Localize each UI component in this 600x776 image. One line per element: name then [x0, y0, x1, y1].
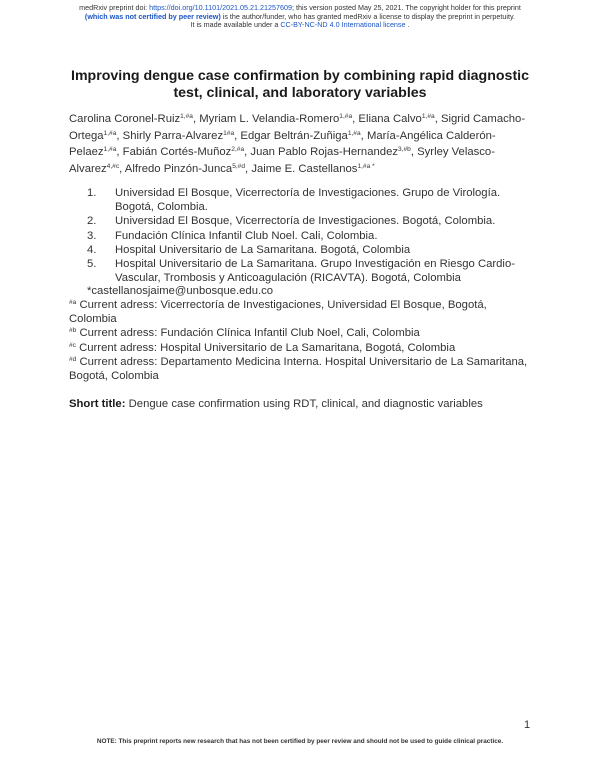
author-name: Shirly Parra-Alvarez — [122, 129, 224, 142]
author-name: Myriam L. Velandia-Romero — [199, 113, 340, 125]
author-separator: , — [352, 113, 359, 125]
author-name: Alfredo Pinzón-Junca — [124, 162, 233, 175]
address-text: Current adress: Vicerrectoría de Investigaciones, Universidad El Bosque, Bogotá, Colombia — [69, 299, 487, 326]
author-separator: , — [192, 113, 200, 125]
author — [251, 163, 374, 175]
short-title-text: Dengue case confirmation using RDT, clinical, and diagnostic variables — [125, 398, 483, 410]
affiliation-item — [87, 186, 537, 214]
address-marker: #c — [69, 341, 76, 349]
author-separator: , — [360, 129, 367, 142]
author-list — [69, 111, 539, 177]
author-name: Syrley Velasco-Alvarez — [69, 146, 495, 175]
author-affiliation-marker: 1,#a — [421, 113, 435, 120]
affiliation-text: Hospital Universitario de La Samaritana. Bogotá, Colombia — [115, 243, 411, 256]
author-separator: , — [116, 129, 123, 142]
header-license-suffix: . — [405, 20, 410, 30]
affiliation-text: Fundación Clínica Infantil Club Noel. Cali, Colombia. — [115, 229, 378, 242]
author — [199, 113, 358, 125]
current-address — [69, 298, 529, 326]
author-affiliation-marker: 1#a — [223, 129, 235, 137]
author-name: Juan Pablo Rojas-Hernandez — [250, 146, 398, 159]
header-copyright-text: ; this version posted May 25, 2021. The copyright holder for this preprint — [292, 3, 521, 12]
current-address — [69, 326, 529, 340]
short-title-label: Short title: — [69, 398, 126, 410]
author — [125, 163, 252, 175]
affiliation-item — [87, 243, 537, 257]
affiliation-item — [87, 214, 537, 228]
author-name: Jaime E. Castellanos — [251, 162, 358, 175]
address-marker: #d — [69, 355, 77, 363]
affiliation-number: 1. — [87, 187, 97, 199]
affiliation-text: Universidad El Bosque, Vicerrectoría de Investigaciones. Grupo de Virología. Bogotá, Colombia. — [115, 187, 501, 214]
author-separator: , — [434, 113, 441, 125]
header-doi-prefix: medRxiv preprint doi: — [79, 3, 150, 12]
affiliation-item — [87, 257, 537, 285]
author — [358, 113, 441, 125]
author-affiliation-marker: 1,#a * — [357, 162, 375, 170]
author-name: Eliana Calvo — [358, 113, 422, 125]
affiliation-number: 4. — [87, 243, 97, 256]
author-separator: , — [116, 146, 123, 159]
header-license-prefix: It is made available under a — [190, 20, 281, 30]
current-address — [69, 341, 529, 355]
title-line-1: Improving dengue case confirmation by combining rapid diagnostic — [71, 68, 529, 84]
affiliation-text: Universidad El Bosque, Vicerrectoría de Investigaciones. Bogotá, Colombia. — [115, 215, 496, 228]
affiliation-number: 3. — [87, 229, 97, 242]
header-license-grant: is the author/funder, who has granted medRxiv a license to display the preprint in perpetuity. — [220, 11, 516, 21]
author-separator: , — [245, 162, 252, 175]
affiliation-item — [87, 229, 537, 243]
preprint-footer-note: NOTE: This preprint reports new research that has not been certified by peer review and should not be used to guide clinical practice. — [96, 738, 504, 745]
author-name: María-Angélica Calderón-Pelaez — [69, 129, 496, 159]
author-affiliation-marker: 5,#d — [232, 162, 246, 170]
author — [123, 146, 251, 158]
affiliation-text: Hospital Universitario de La Samaritana. Grupo Investigación en Riesgo Cardio-Vascular, Trombosis y Anticoagulación (RICAVTA). Bogotá, Colombia — [115, 258, 515, 285]
author — [69, 113, 199, 125]
address-marker: #b — [69, 327, 77, 335]
not-certified-notice: (which was not certified by peer review) — [84, 11, 221, 21]
author-affiliation-marker: 1,#a — [103, 146, 117, 154]
author-name: Carolina Coronel-Ruiz — [69, 113, 181, 125]
author-affiliation-marker: 2,#a — [231, 146, 245, 154]
affiliation-list — [87, 186, 537, 285]
author-affiliation-marker: 1,#a — [347, 129, 361, 137]
author-separator: , — [234, 129, 241, 142]
author — [123, 130, 241, 142]
corresponding-email[interactable]: *castellanosjaime@unbosque.edu.co — [87, 285, 274, 297]
affiliation-number: 5. — [87, 258, 97, 271]
author-name: Edgar Beltrán-Zuñiga — [240, 129, 348, 142]
author-name: Sigrid Camacho-Ortega — [69, 113, 526, 142]
address-text: Current adress: Hospital Universitario de La Samaritana, Bogotá, Colombia — [75, 341, 456, 354]
affiliation-number: 2. — [87, 215, 97, 228]
paper-title — [40, 68, 560, 102]
header-line-3 — [0, 21, 600, 30]
author-separator: , — [244, 146, 251, 159]
page-number: 1 — [524, 719, 531, 731]
author-affiliation-marker: 4,#c — [106, 162, 120, 170]
current-address — [69, 355, 529, 383]
address-marker: #a — [69, 299, 77, 306]
short-title — [69, 397, 549, 411]
author — [240, 130, 367, 142]
address-text: Current adress: Departamento Medicina Interna. Hospital Universitario de La Samaritana, Bogotá, Colombia — [69, 355, 528, 383]
preprint-header — [0, 4, 600, 30]
title-line-2: test, clinical, and laboratory variables — [173, 85, 427, 101]
author-affiliation-marker: 3,#b — [398, 146, 411, 154]
author-affiliation-marker: 1,#a — [339, 113, 353, 120]
author-separator: , — [410, 146, 418, 159]
author-affiliation-marker: 1,#a — [103, 129, 117, 137]
author-separator: , — [119, 162, 125, 175]
doi-link[interactable]: https://doi.org/10.1101/2021.05.21.21257609 — [149, 3, 293, 12]
address-text: Current adress: Fundación Clínica Infantil Club Noel, Cali, Colombia — [76, 327, 420, 340]
author-affiliation-marker: 1,#a — [180, 113, 193, 120]
author-name: Fabián Cortés-Muñoz — [122, 146, 232, 159]
author — [250, 146, 417, 158]
license-link[interactable]: CC-BY-NC-ND 4.0 International license — [280, 20, 406, 30]
current-address-list — [69, 298, 529, 383]
